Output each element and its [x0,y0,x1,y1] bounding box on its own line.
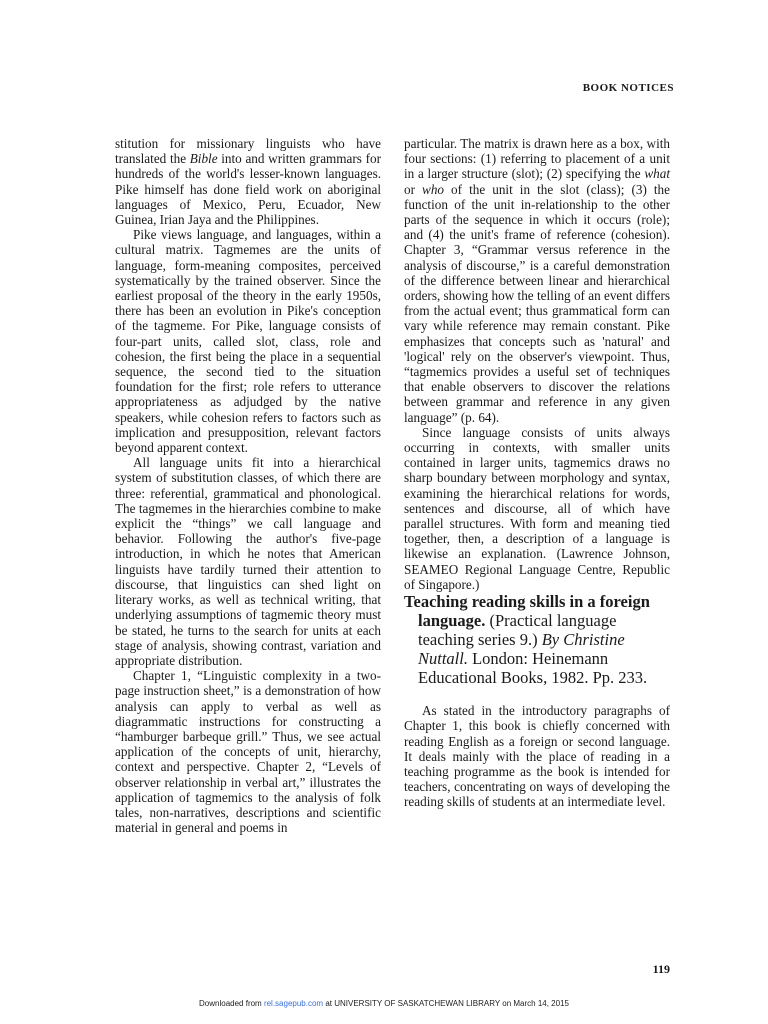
download-footer [0,999,768,1008]
review-author: By Christine Nuttall. [418,630,625,669]
review-series: (Practical language teaching series 9.) [418,611,617,650]
left-paragraph-1 [115,136,381,227]
right-paragraph-3: As stated in the introductory paragraphs of Chapter 1, this book is chiefly concerned with reading English as a foreign or second language. It deals mainly with the place of reading in a teaching programme as the book is intended for teachers, concentrating on ways of developing the reading skills of students at an intermediate level. [404,703,670,810]
footer-prefix: Downloaded from [199,999,264,1008]
left-paragraph-3: All language units fit into a hierarchical system of substitution classes, of which there are three: referential, grammatical and phonological. The tagmemes in the hierarchies combine to make explicit the “things” we call language and behavior. Following the author's five-page introduction, in which he notes that American linguists have tardily turned their attention to discourse, that linguistics can shed light on literary works, as well as technical writing, that underlying assumptions of tagmemic theory must be stated, he turns to the search for units at each stage of analysis, showing contrast, variation and appropriate distribution. [115,455,381,668]
footer-link[interactable]: rel.sagepub.com [263,999,324,1008]
running-head: BOOK NOTICES [582,82,674,94]
right-paragraph-1 [404,136,670,425]
text-span: or [404,181,423,197]
text-span: of the unit in the slot (class); (3) the function of the unit in-relationship to the other parts of the sequence in which it occurs (role); and (4) the unit's frame of reference (cohesion). Chapter 3, “Grammar versus reference in the analysis of discourse,” is a careful demonstration of the difference between linear and hierarchical orders, showing how the telling of an event differs from the actual event; thus grammatical form can vary while reference may remain constant. Pike emphasizes that concepts such as 'natural' and 'logical' rely on the observer's viewpoint. Thus, “tagmemics provides a useful set of techniques that enable observers to discover the relations between grammar and reference in any given language” (p. 64). [404,181,671,425]
text-span: stitution for missionary linguists who have translated the [115,136,381,167]
italic-bible: Bible [189,151,218,167]
review-publication: London: Heinemann Educational Books, 1982. Pp. 233. [418,649,648,688]
review-title: Teaching reading skills in a foreign language. [404,592,650,631]
left-column [115,136,381,835]
left-paragraph-2: Pike views language, and languages, within a cultural matrix. Tagmemes are the units of language, form-meaning composites, perceived systematically by the trained observer. Since the earliest proposal of the theory in the early 1950s, there has been an evolution in Pike's conception of the tagmeme. For Pike, language consists of four-part units, called slot, class, role and cohesion, the first being the place in a sequential sequence, the second tied to the situation foundation for the first; role refers to utterance appropriateness as adjudged by the native speakers, while cohesion refers to factors such as implication and presupposition, relevant factors beyond apparent context. [115,227,381,456]
italic-who: who [422,181,445,197]
review-heading [404,592,670,687]
italic-what: what [644,166,670,182]
text-span: particular. The matrix is drawn here as a box, with four sections: (1) referring to placement of a unit in a larger structure (slot); (2) specifying the [404,136,670,182]
footer-suffix: at UNIVERSITY OF SASKATCHEWAN LIBRARY on March 14, 2015 [323,999,569,1008]
left-paragraph-4: Chapter 1, “Linguistic complexity in a two-page instruction sheet,” is a demonstration of how analysis can apply to verbal as well as diagrammatic instructions for constructing a “hamburger barbeque grill.” Thus, we see actual application of the concepts of unit, hierarchy, context and perspective. Chapter 2, “Levels of observer relationship in verbal art,” illustrates the application of tagmemics to the analysis of folk tales, non-narratives, descriptions and scientific material in general and poems in [115,668,381,836]
right-column [404,136,670,810]
text-span: into and written grammars for hundreds of the world's lesser-known languages. Pike himself has done field work on aboriginal languages of Mexico, Peru, Ecuador, New Guinea, Irian Jaya and the Philippines. [115,151,381,228]
right-paragraph-2: Since language consists of units always occurring in contexts, with smaller units contained in larger units, tagmemics draws no sharp boundary between morphology and syntax, examining the hierarchical relations for words, sentences and discourse, all of which have parallel structures. With form and meaning tied together, then, a description of a language is likewise an explanation. (Lawrence Johnson, SEAMEO Regional Language Centre, Republic of Singapore.) [404,424,670,592]
page-number: 119 [652,962,670,976]
